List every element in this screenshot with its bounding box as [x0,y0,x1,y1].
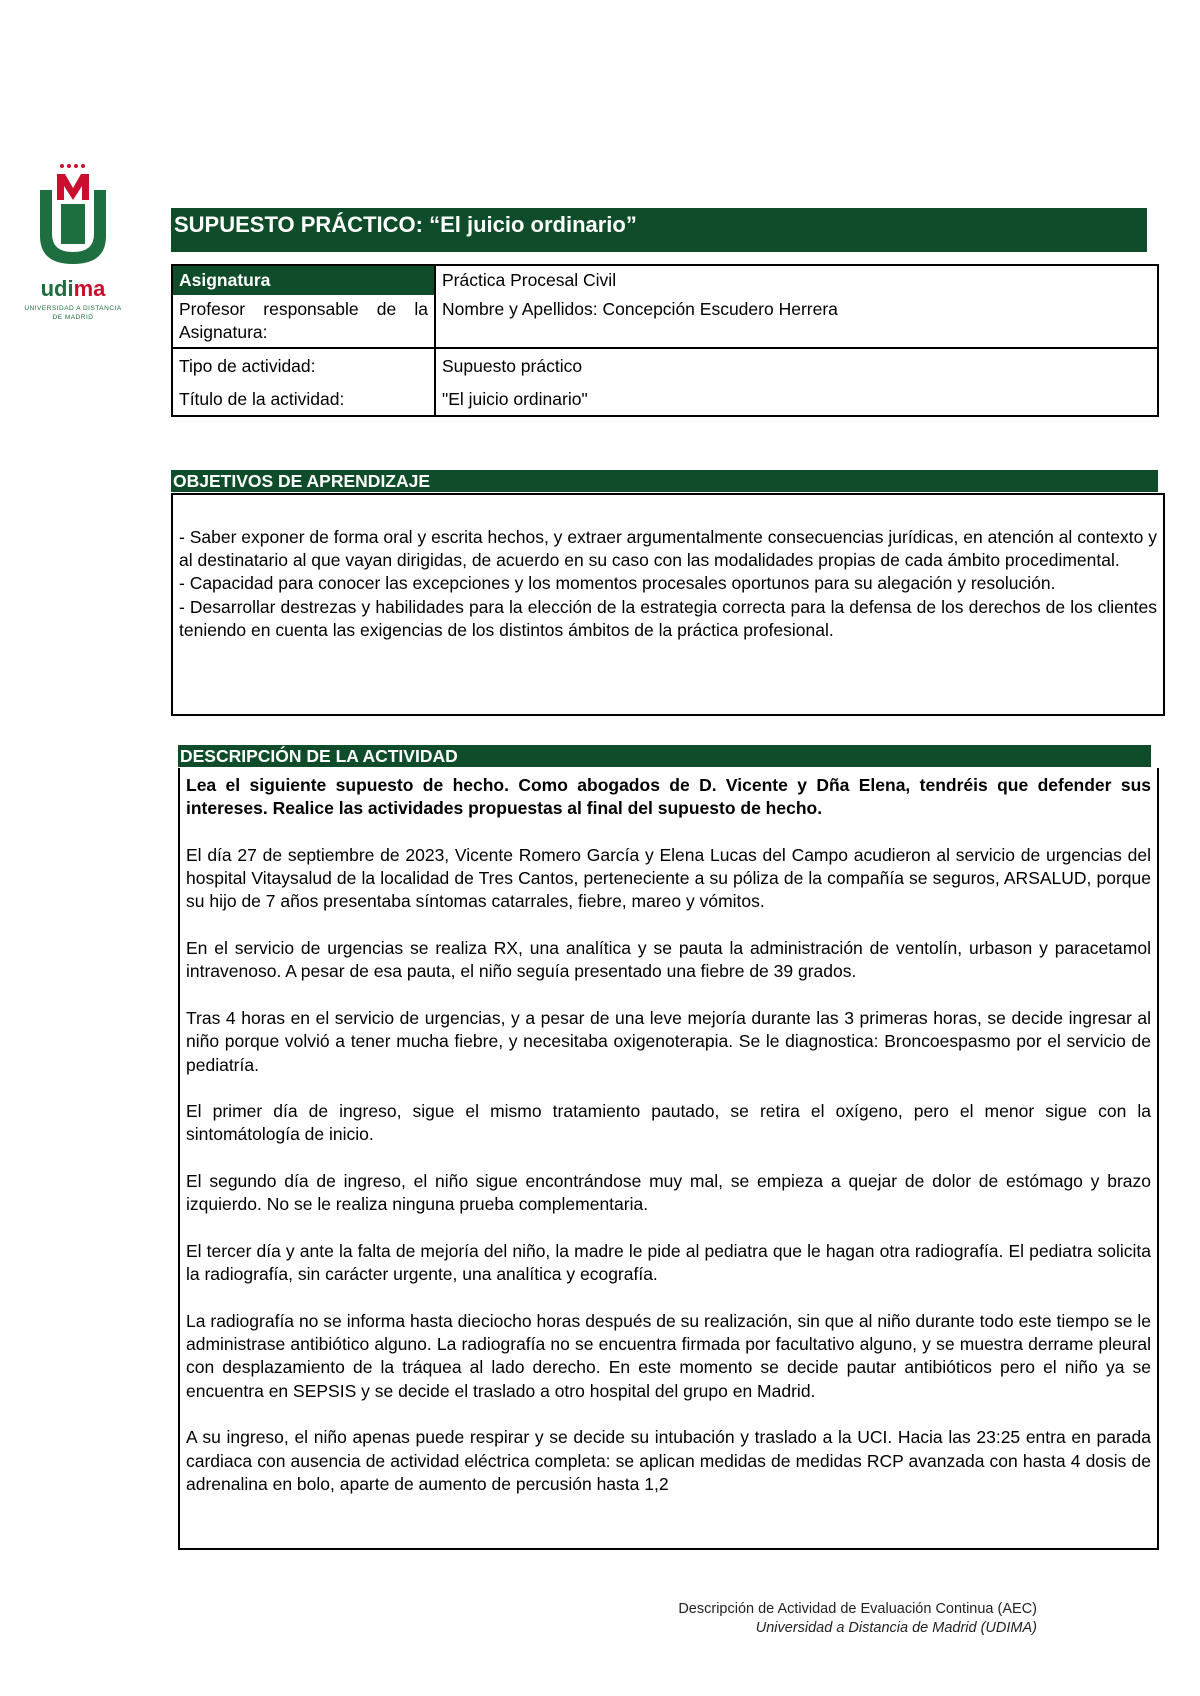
profesor-value: Nombre y Apellidos: Concepción Escudero Herrera [442,299,838,319]
titulo-label: Título de la actividad: [172,382,435,416]
objetivos-header: OBJETIVOS DE APRENDIZAJE [171,470,1158,492]
table-row [172,265,1158,295]
footer-line-aec: Descripción de Actividad de Evaluación Continua (AEC) [678,1601,1037,1617]
asignatura-value: Práctica Procesal Civil [435,265,1158,295]
descripcion-paragraph: A su ingreso, el niño apenas puede respirar y se decide su intubación y traslado a la UCI. Hacia las 23:25 entra en parada cardiaca con ausencia de actividad eléctrica completa: se aplican medidas de medidas RCP avanzada con hasta 4 dosis de adrenalina en bolo, aparte de aumento de percusión hasta 1,2 [186,1427,1151,1494]
titulo-value: "El juicio ordinario" [442,389,588,409]
objetivos-box [171,493,1165,716]
profesor-label-line2: Asignatura: [179,322,268,342]
logo-tagline-city: DE MADRID [52,314,94,321]
descripcion-paragraph: El día 27 de septiembre de 2023, Vicente Romero García y Elena Lucas del Campo acudieron al servicio de urgencias del hospital Vitaysalud de la localidad de Tres Cantos, perteneciente a su póliza de la compañía se seguros, ARSALUD, porque su hijo de 7 años presentaba síntomas catarrales, fiebre, mareo y vómitos. [186,844,1151,912]
tipo-label: Tipo de actividad: [172,348,435,382]
descripcion-paragraph: En el servicio de urgencias se realiza RX, una analítica y se pauta la administración de ventolín, urbason y paracetamol intravenoso. A pesar de esa pauta, el niño seguía presentado una fiebre de 39 grados. [186,938,1151,982]
profesor-label-cell [172,295,435,348]
objetivo-item: - Desarrollar destrezas y habilidades para la elección de la estrategia correcta para la defensa de los derechos de los clientes teniendo en cuenta las exigencias de los distintos ámbitos de la práctica profesional. [179,596,1157,640]
page-title: SUPUESTO PRÁCTICO: “El juicio ordinario” [174,212,637,237]
descripcion-paragraph: El tercer día y ante la falta de mejoría del niño, la madre le pide al pediatra que le hagan otra radiografía. El pediatra solicita la radiografía, sin carácter urgente, una analítica y ecografía. [186,1240,1151,1285]
table-row [172,382,1158,416]
table-row [172,295,1158,348]
tipo-value: Supuesto práctico [435,348,1158,382]
profesor-label: Profesor responsable de la [179,299,428,319]
logo-wordmark: udima [40,276,106,301]
table-row [172,348,1158,382]
descripcion-box [178,768,1159,1550]
asignatura-label: Asignatura [172,265,435,295]
descripcion-paragraph: La radiografía no se informa hasta dieciocho horas después de su realización, sin que al niño durante todo este tiempo se le administrase antibiótico alguno. La radiografía no se encuentra firmada por facultativo alguno, y se muestra derrame pleural con desplazamiento de la tráquea al lado derecho. En este momento se decide pautar antibióticos pero el niño ya se encuentra en SEPSIS y se decide el traslado a otro hospital del grupo en Madrid. [186,1310,1151,1401]
page-footer [678,1600,1037,1638]
activity-info-table [171,264,1159,417]
footer-line-udima: Universidad a Distancia de Madrid (UDIMA) [755,1620,1037,1636]
objetivo-item: - Capacidad para conocer las excepciones y los momentos procesales oportunos para su alegación y resolución. [179,573,1056,594]
page-title-bar [171,208,1147,252]
descripcion-header: DESCRIPCIÓN DE LA ACTIVIDAD [178,745,1151,767]
descripcion-paragraph: El primer día de ingreso, sigue el mismo tratamiento pautado, se retira el oxígeno, pero el menor sigue con la sintomátología de inicio. [186,1101,1151,1145]
descripcion-paragraph: El segundo día de ingreso, el niño sigue encontrándose muy mal, se empieza a quejar de dolor de estómago y brazo izquierdo. No se le realiza ninguna prueba complementaria. [186,1171,1151,1215]
descripcion-lead: Lea el siguiente supuesto de hecho. Como abogados de D. Vicente y Dña Elena, tendréis que defender sus intereses. Realice las actividades propuestas al final del supuesto de hecho. [186,775,1151,819]
logo-tagline: UNIVERSIDAD A DISTANCIA [24,305,122,312]
objetivo-item: - Saber exponer de forma oral y escrita hechos, y extraer argumentalmente consecuencias jurídicas, en atención al contexto y al destinatario al que vayan dirigidas, de acuerdo en su caso con las modalidades propias de cada ámbito procedimental. [179,527,1157,571]
udima-emblem-icon [16,160,130,276]
descripcion-paragraph: Tras 4 horas en el servicio de urgencias, y a pesar de una leve mejoría durante las 3 primeras horas, se decide ingresar al niño porque volvió a tener mucha fiebre, y necesitaba oxigenoterapia. Se le diagnostica: Broncoespasmo por el servicio de pediatría. [186,1007,1151,1075]
udima-logo [16,160,136,325]
